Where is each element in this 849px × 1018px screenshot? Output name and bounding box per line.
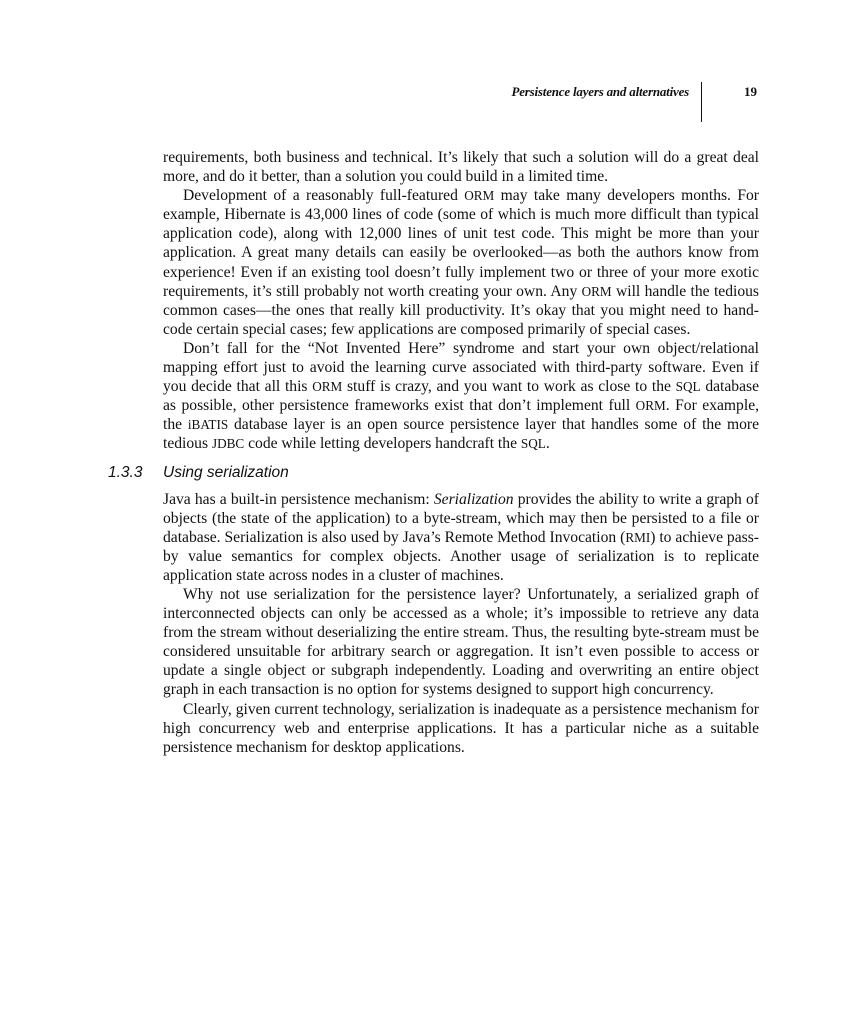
paragraph-1: requirements, both business and technical. It’s likely that such a solution will do a great deal more, and do it better, than a solution you could build in a limited time. (163, 149, 759, 186)
page-number: 19 (744, 84, 757, 99)
acronym-sql: SQL (520, 436, 546, 452)
page-header (0, 82, 849, 122)
section-title: Using serialization (163, 463, 289, 481)
section-heading (108, 463, 759, 483)
body-text (108, 148, 760, 757)
acronym-ibatis: iBATIS (187, 417, 229, 433)
paragraph-5: Why not use serialization for the persistence layer? Unfortunately, a serialized graph of interconnected objects can only be accessed as a whole; it’s impossible to retrieve any data from the stream without deserializing the entire stream. Thus, the resulting byte-stream must be considered unsuitable for arbitrary search or aggregation. It isn’t even possible to access or update a single object or subgraph independently. Loading and overwriting an entire object graph in each transaction is no option for systems designed to support high concurrency. (163, 585, 760, 699)
acronym-orm: ORM (464, 188, 495, 204)
paragraph-2: Development of a reasonably full-featured ORM may take many developers months. For example, Hibernate is 43,000 lines of code (some of which is much more difficult than typical application code), along with 12,000 lines of unit test code. This might be more than your application. A great many details can easily be overlooked—as both the authors know from experience! Even if an existing tool doesn’t fully implement two or three of your more exotic requirements, it’s still probably not worth creating your own. Any ORM will handle the tedious common cases—the ones that really kill productivity. It’s okay that you might need to hand-code certain special cases; few applications are composed primarily of special cases. (163, 187, 759, 338)
acronym-orm: ORM (635, 398, 666, 414)
paragraph-6: Clearly, given current technology, serialization is inadequate as a persistence mechanism for high concurrency web and enterprise applications. It has a particular niche as a suitable persistence mechanism for desktop applications. (163, 700, 759, 756)
header-divider (701, 82, 702, 122)
running-title: Persistence layers and alternatives (511, 84, 689, 99)
paragraph-4: Java has a built-in persistence mechanism: Serialization provides the ability to write a graph of objects (the state of the application) to a byte-stream, which may then be persisted to a file or database. Serialization is also used by Java’s Remote Method Invocation (RMI) to achieve pass-by value semantics for complex objects. Another usage of serialization is to replicate application state across nodes in a cluster of machines. (163, 490, 760, 584)
section-number: 1.3.3 (108, 463, 143, 481)
emphasis-serialization: Serialization (433, 490, 514, 508)
acronym-jdbc: JDBC (211, 436, 245, 452)
acronym-sql: SQL (675, 379, 701, 395)
acronym-rmi: RMI (625, 529, 651, 545)
acronym-orm: ORM (312, 379, 343, 395)
paragraph-3: Don’t fall for the “Not Invented Here” syndrome and start your own object/relational mapping effort just to avoid the learning curve associated with third-party software. Even if you decide that all this ORM stuff is crazy, and you want to work as close to the SQL database as possible, other persistence frameworks exist that don’t implement full ORM. For example, the iBATIS database layer is an open source persistence layer that handles some of the more tedious JDBC code while letting developers handcraft the SQL. (163, 339, 760, 453)
acronym-orm: ORM (581, 283, 612, 299)
